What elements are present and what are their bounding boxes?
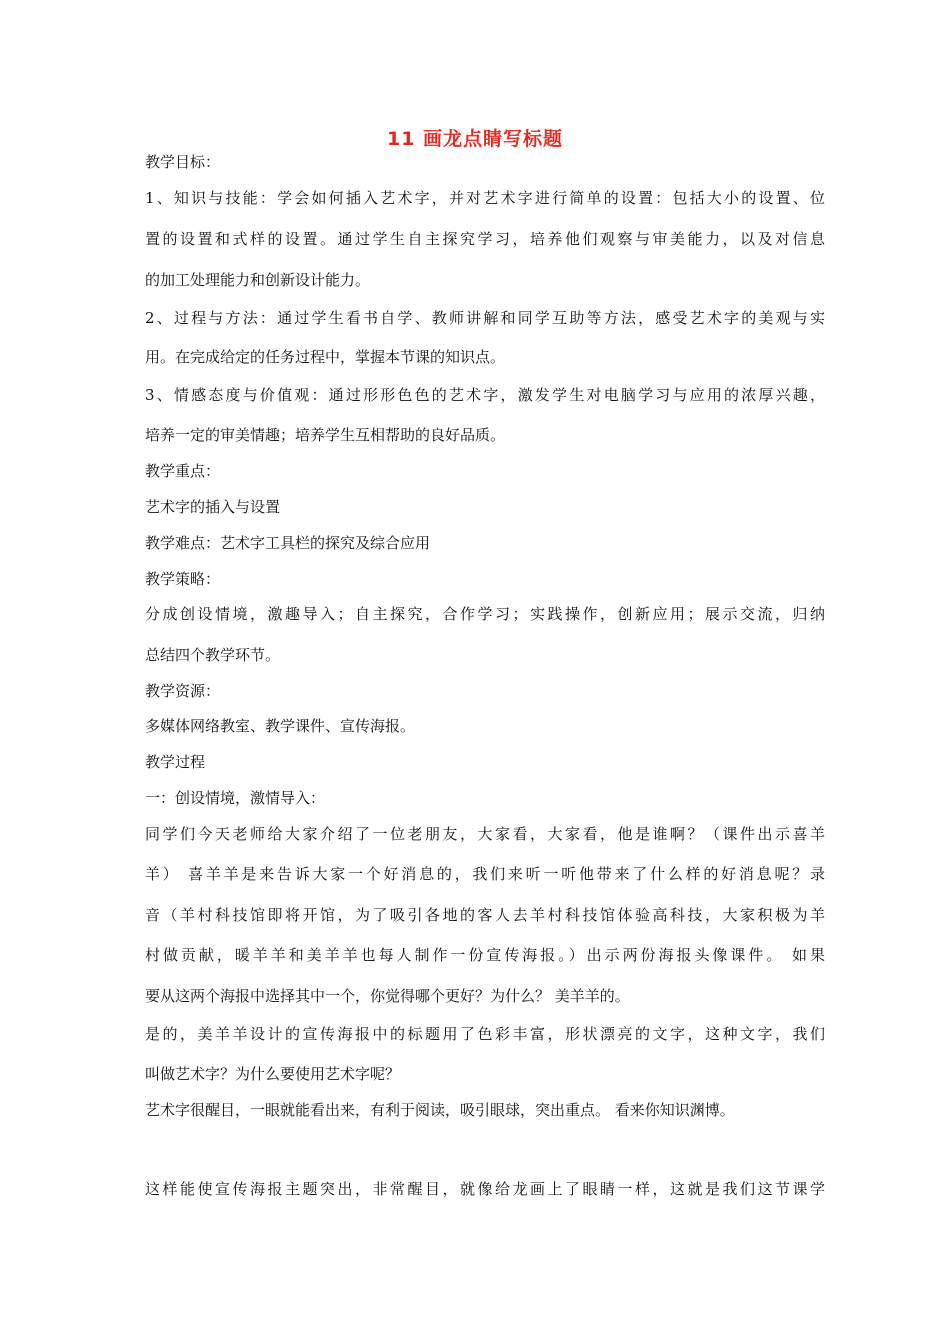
text-line: 3、情感态度与价值观：通过形形色色的艺术字，激发学生对电脑学习与应用的浓厚兴趣， xyxy=(145,386,825,404)
text-line: 总结四个教学环节。 xyxy=(145,646,281,664)
text-line: 1、知识与技能：学会如何插入艺术字，并对艺术字进行简单的设置：包括大小的设置、位 xyxy=(145,189,825,207)
text-line: 教学目标： xyxy=(145,153,221,171)
document-title: 11 画龙点睛写标题 xyxy=(386,128,564,150)
text-line: 的加工处理能力和创新设计能力。 xyxy=(145,271,371,289)
text-line: 艺术字很醒目，一眼就能看出来，有利于阅读，吸引眼球，突出重点。 看来你知识渊博。 xyxy=(145,1101,735,1119)
text-line: 教学策略： xyxy=(145,570,221,588)
text-line: 羊） 喜羊羊是来告诉大家一个好消息的，我们来听一听他带来了什么样的好消息呢？录 xyxy=(145,865,825,883)
text-line: 多媒体网络教室、教学课件、宣传海报。 xyxy=(145,717,416,735)
text-line: 教学难点：艺术字工具栏的探究及综合应用 xyxy=(145,534,431,552)
text-line: 教学资源： xyxy=(145,682,221,700)
text-line: 艺术字的插入与设置 xyxy=(145,498,281,516)
text-line: 分成创设情境，激趣导入；自主探究，合作学习；实践操作，创新应用；展示交流，归纳 xyxy=(145,605,825,623)
text-line: 置的设置和式样的设置。通过学生自主探究学习，培养他们观察与审美能力，以及对信息 xyxy=(145,230,825,248)
text-line: 音（羊村科技馆即将开馆，为了吸引各地的客人去羊村科技馆体验高科技，大家积极为羊 xyxy=(145,906,825,924)
text-line: 用。在完成给定的任务过程中，掌握本节课的知识点。 xyxy=(145,348,506,366)
text-line: 叫做艺术字？为什么要使用艺术字呢？ xyxy=(145,1065,401,1083)
text-line: 要从这两个海报中选择其中一个，你觉得哪个更好？为什么？ 美羊羊的。 xyxy=(145,987,630,1005)
text-line: 培养一定的审美情趣；培养学生互相帮助的良好品质。 xyxy=(145,426,506,444)
text-line: 2、过程与方法：通过学生看书自学、教师讲解和同学互助等方法，感受艺术字的美观与实 xyxy=(145,309,825,327)
text-line: 这样能使宣传海报主题突出，非常醒目，就像给龙画上了眼睛一样，这就是我们这节课学 xyxy=(145,1180,825,1198)
text-line: 同学们今天老师给大家介绍了一位老朋友，大家看，大家看，他是谁啊？（课件出示喜羊 xyxy=(145,825,825,843)
text-line: 教学过程 xyxy=(145,753,206,771)
text-line: 教学重点： xyxy=(145,462,221,480)
text-line: 村做贡献，暖羊羊和美羊羊也每人制作一份宣传海报。）出示两份海报头像课件。 如果 xyxy=(145,946,825,964)
text-line: 是的，美羊羊设计的宣传海报中的标题用了色彩丰富，形状漂亮的文字，这种文字，我们 xyxy=(145,1025,825,1043)
text-line: 一：创设情境，激情导入： xyxy=(145,789,326,807)
